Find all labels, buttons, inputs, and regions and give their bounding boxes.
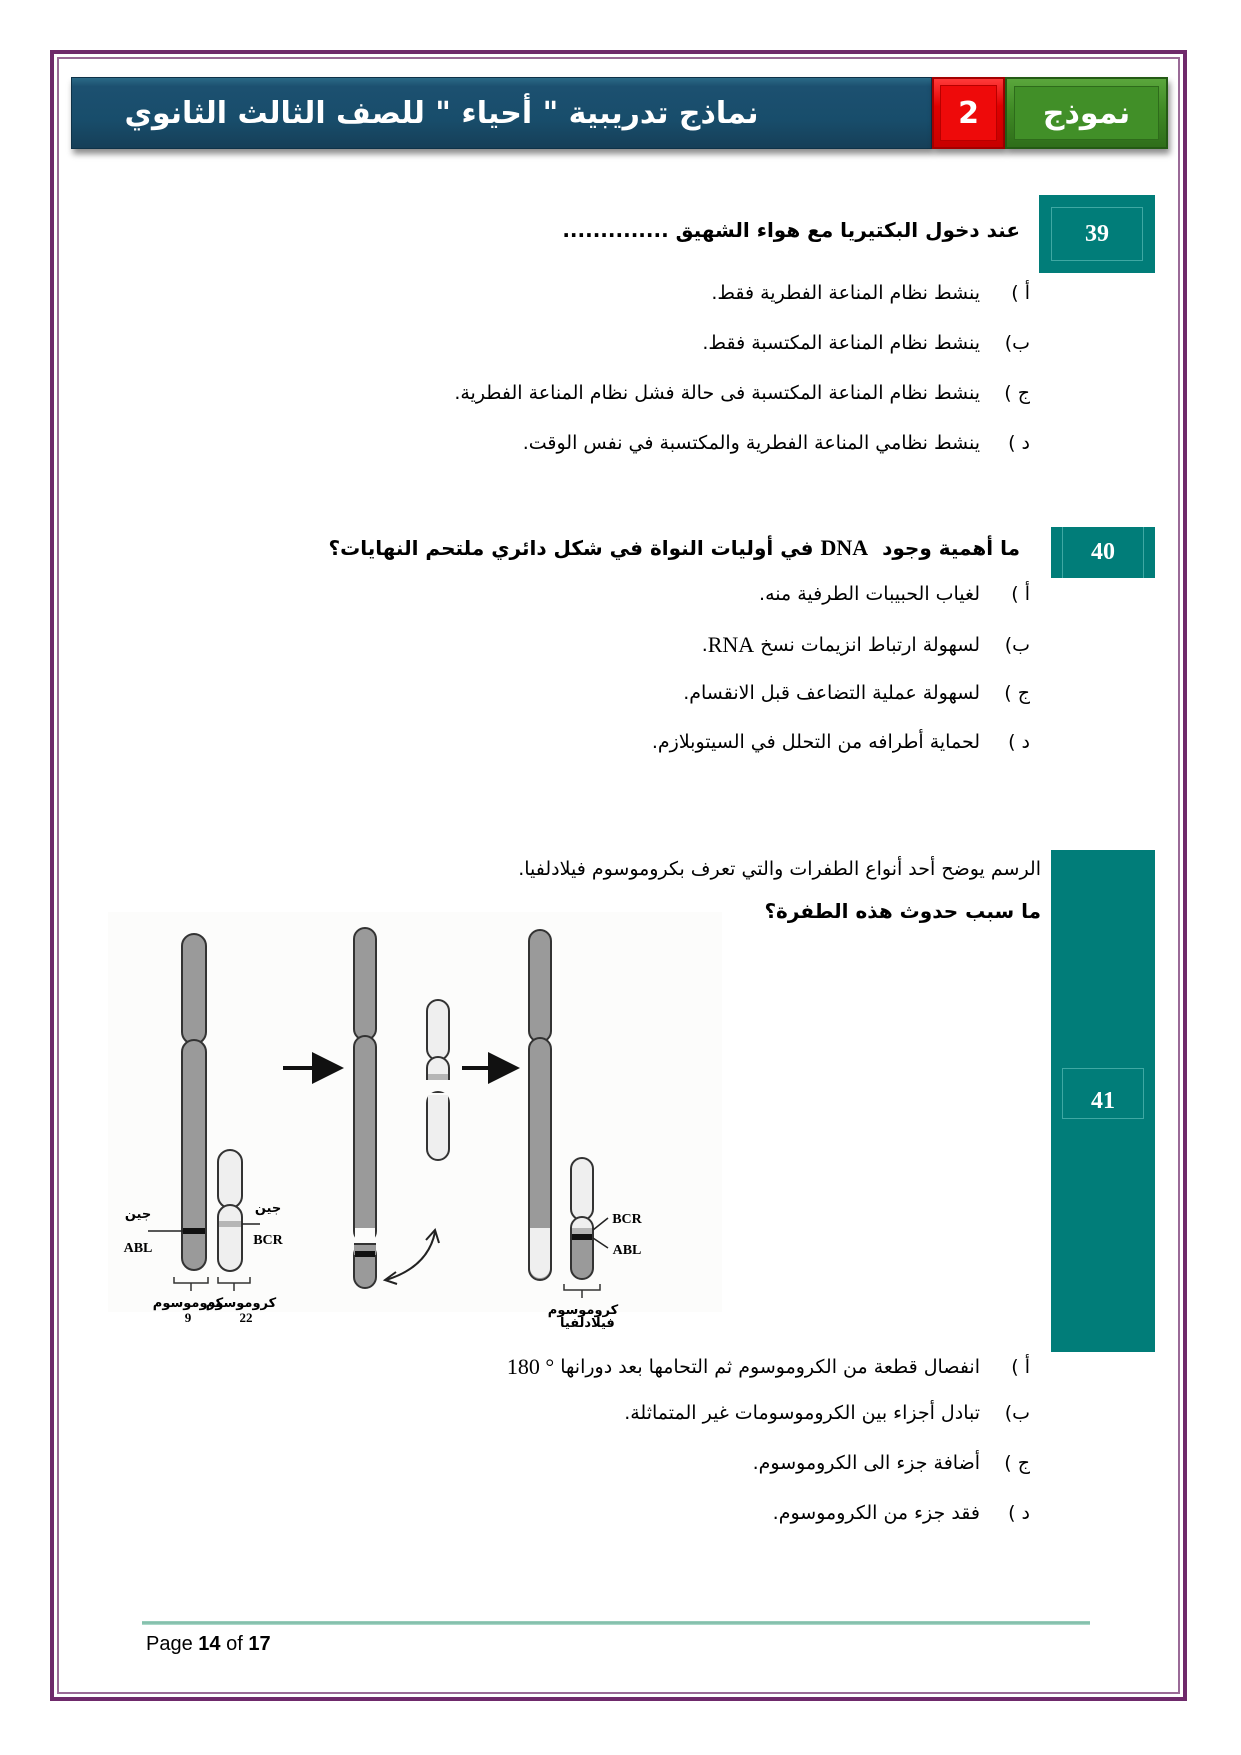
question-number-box-39 (1039, 195, 1155, 273)
chromosome-22-label: 22 (239, 1310, 253, 1325)
option-label: ب) (1004, 332, 1030, 354)
model-label: نموذج (1014, 86, 1159, 140)
model-number: 2 (940, 85, 997, 141)
question-41-option-c[interactable] (753, 1452, 1030, 1474)
question-40-option-d[interactable] (652, 731, 1030, 753)
bcr-label: BCR (253, 1233, 283, 1248)
question-41-text: ما سبب حدوث هذه الطفرة؟ (764, 899, 1041, 923)
header-title-banner (71, 77, 932, 149)
abl-gene-band (183, 1228, 205, 1234)
gene-word-label: جين (124, 1207, 152, 1222)
broken-chromosome-9 (354, 928, 376, 1288)
option-text: أضافة جزء الى الكروموسوم. (752, 1452, 980, 1474)
question-text-latin: DNA (820, 535, 869, 560)
question-39-option-a[interactable] (711, 282, 1030, 304)
question-40-option-c[interactable] (683, 682, 1030, 704)
bcr-gene-band (219, 1221, 241, 1227)
page-word: Page (146, 1633, 193, 1655)
question-number-box-41 (1051, 850, 1155, 1352)
option-text-latin: 180 ° (506, 1354, 555, 1379)
question-39-text: عند دخول البكتيريا مع هواء الشهيق .............. (562, 218, 1020, 242)
total-pages: 17 (248, 1633, 271, 1655)
option-label: د ) (1008, 731, 1030, 753)
question-number: 41 (1091, 1087, 1115, 1114)
question-39-option-c[interactable] (454, 382, 1030, 404)
chromosome-word-label: كروموسوم (547, 1303, 619, 1318)
question-40-option-a[interactable] (759, 583, 1030, 605)
option-label: د ) (1008, 432, 1030, 454)
option-text: ينشط نظام المناعة المكتسبة فى حالة فشل نظام المناعة الفطرية. (454, 382, 980, 404)
option-label: ب) (1004, 1402, 1030, 1424)
option-label: ج ) (1004, 682, 1030, 704)
option-text: تبادل أجزاء بين الكروموسومات غير المتماثلة. (624, 1402, 980, 1424)
question-text-part: ما أهمية وجود (882, 536, 1020, 560)
option-label: أ ) (1011, 282, 1030, 304)
chromosome-word-label: كروموسوم (152, 1296, 224, 1311)
option-label: د ) (1008, 1502, 1030, 1524)
chromosome-9-label: 9 (184, 1310, 192, 1325)
question-39-option-d[interactable] (523, 432, 1030, 454)
model-number-badge (932, 77, 1005, 149)
option-text: ينشط نظام المناعة الفطرية فقط. (711, 282, 980, 304)
question-41-option-a[interactable] (507, 1354, 1030, 1380)
option-text: انفصال قطعة من الكروموسوم ثم التحامها بعد دورانها (560, 1356, 980, 1378)
abl-label: ABL (612, 1243, 642, 1258)
of-word: of (226, 1633, 243, 1655)
option-label: أ ) (1011, 1356, 1030, 1378)
option-text: لحماية أطرافه من التحلل في السيتوبلازم. (651, 731, 980, 753)
footer-divider (142, 1621, 1090, 1625)
option-label: ج ) (1004, 1452, 1030, 1474)
option-text: فقد جزء من الكروموسوم. (772, 1502, 980, 1524)
page-indicator (146, 1633, 271, 1656)
option-label: ج ) (1004, 382, 1030, 404)
philadelphia-label: فيلادلفيا (560, 1316, 615, 1331)
question-number: 40 (1091, 539, 1115, 565)
option-text: ينشط نظام المناعة المكتسبة فقط. (702, 332, 980, 354)
option-text: لسهولة عملية التضاعف قبل الانقسام. (683, 682, 980, 704)
current-page: 14 (198, 1633, 221, 1655)
option-label: ب) (1004, 634, 1030, 656)
option-text-suffix: . (701, 634, 708, 656)
question-39-option-b[interactable] (702, 332, 1030, 354)
chromosome-word-label: كروموسوم (205, 1296, 277, 1311)
option-text: ينشط نظامي المناعة الفطرية والمكتسبة في نفس الوقت. (522, 432, 980, 454)
header-title: نماذج تدريبية " أحياء " للصف الثالث الثانوي (124, 95, 759, 131)
option-text: لسهولة ارتباط انزيمات نسخ (760, 634, 980, 656)
model-label-badge (1005, 77, 1168, 149)
question-41-option-b[interactable] (624, 1402, 1030, 1424)
option-text: لغياب الحبيبات الطرفية منه. (759, 583, 980, 605)
question-text-part: في أوليات النواة في شكل دائري ملتحم النهايات؟ (328, 536, 814, 560)
option-text-latin: RNA (707, 632, 755, 657)
question-41-option-d[interactable] (773, 1502, 1030, 1524)
option-label: أ ) (1011, 583, 1030, 605)
broken-chromosome-22 (426, 1000, 450, 1160)
question-40-option-b[interactable] (702, 632, 1030, 658)
question-41-intro: الرسم يوضح أحد أنواع الطفرات والتي تعرف بكروموسوم فيلادلفيا. (518, 858, 1041, 880)
question-number-box-40 (1051, 527, 1155, 578)
bcr-label: BCR (612, 1212, 642, 1227)
gene-word-label: جين (254, 1201, 282, 1216)
abl-label: ABL (123, 1241, 153, 1256)
question-40-text (329, 535, 1021, 561)
derivative-chromosome-9 (529, 930, 551, 1280)
question-number: 39 (1085, 220, 1109, 247)
